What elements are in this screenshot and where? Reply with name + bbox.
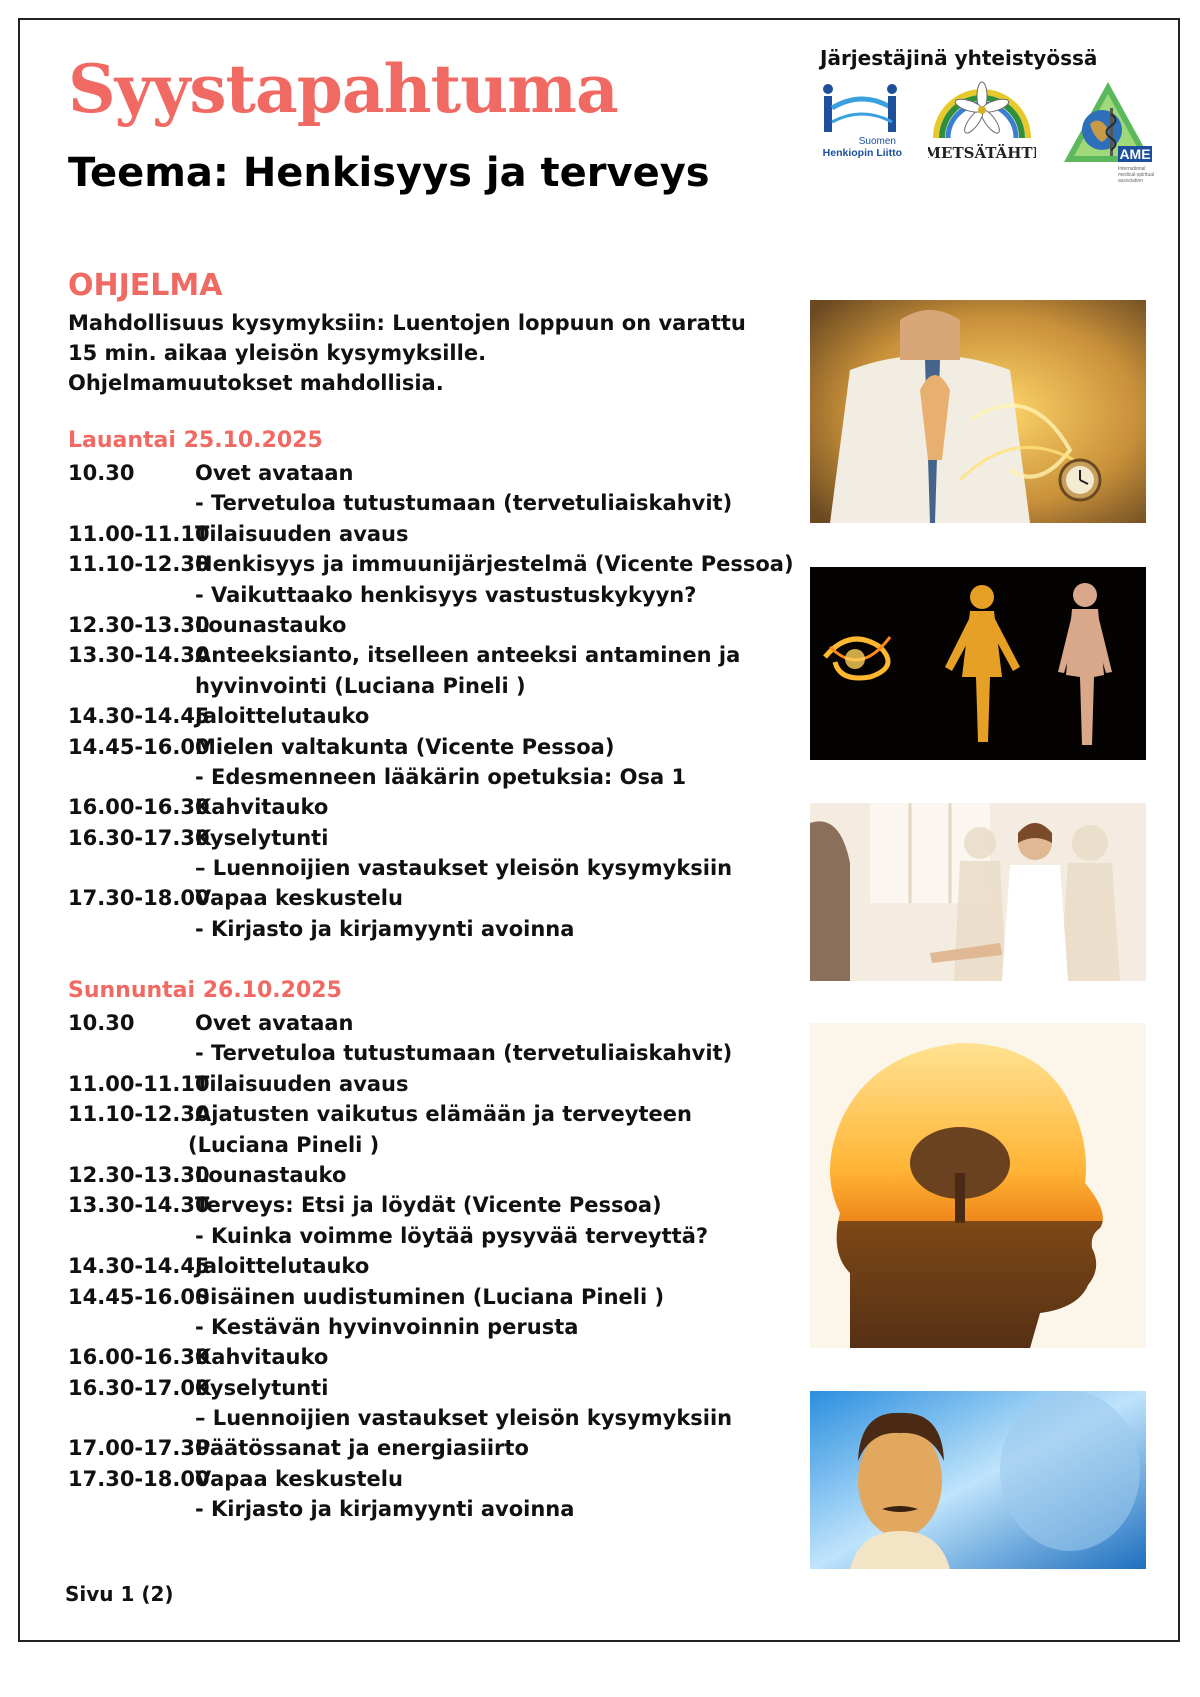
- schedule-description: (Luciana Pineli ): [188, 1132, 380, 1157]
- theme-heading: Teema: Henkisyys ja terveys: [68, 150, 710, 196]
- schedule-description: Vapaa keskustelu: [195, 886, 403, 911]
- doctor-praying-golden-light-image: [810, 300, 1146, 523]
- schedule-description: Ovet avataan: [195, 461, 354, 485]
- schedule-description: Henkisyys ja immuunijärjestelmä (Vicente Pessoa): [195, 552, 794, 577]
- henkiopin-liitto-logo: [818, 82, 904, 158]
- schedule-description: Päätössanat ja energiasiirto: [195, 1436, 529, 1461]
- schedule-time: 10.30: [68, 461, 135, 485]
- schedule-time: 11.10-12.30: [68, 552, 210, 577]
- schedule-description: – Luennoijien vastaukset yleisön kysymyksiin: [195, 856, 733, 881]
- note-line: 15 min. aikaa yleisön kysymyksille.: [68, 341, 487, 365]
- head-silhouette-sunset-tree-image: [810, 1023, 1146, 1348]
- schedule-description: Vapaa keskustelu: [195, 1466, 403, 1491]
- svg-text:Henkiopin Liitto: Henkiopin Liitto: [822, 147, 902, 158]
- schedule-time: 13.30-14.30: [68, 1193, 210, 1218]
- schedule-time: 11.00-11.10: [68, 1071, 210, 1096]
- schedule-time: 14.45-16.00: [68, 734, 210, 759]
- schedule-time: 17.30-18.00: [68, 1466, 210, 1491]
- schedule-time: 14.45-16.00: [68, 1284, 210, 1309]
- schedule-description: - Kirjasto ja kirjamyynti avoinna: [195, 1497, 575, 1522]
- schedule-time: 16.30-17.00: [68, 1375, 210, 1400]
- schedule-time: 10.30: [68, 1011, 135, 1035]
- schedule-description: - Kuinka voimme löytää pysyvää terveyttä?: [195, 1223, 709, 1248]
- doctor-handshake-spirits-image: [810, 803, 1146, 981]
- schedule-description: Tilaisuuden avaus: [195, 1071, 409, 1096]
- program-heading: OHJELMA: [68, 268, 223, 303]
- schedule-description: - Tervetuloa tutustumaan (tervetuliaiskahvit): [195, 491, 733, 516]
- schedule-description: Tilaisuuden avaus: [195, 521, 409, 546]
- schedule-time: 16.00-16.30: [68, 1345, 210, 1370]
- svg-text:International: International: [1118, 166, 1146, 172]
- schedule-description: Kahvitauko: [195, 1345, 329, 1370]
- schedule-description: - Edesmenneen lääkärin opetuksia: Osa 1: [195, 764, 687, 789]
- schedule-description: Ovet avataan: [195, 1011, 354, 1035]
- page-number: Sivu 1 (2): [65, 1582, 174, 1606]
- day-heading-saturday: Lauantai 25.10.2025: [68, 428, 323, 453]
- schedule-description: Mielen valtakunta (Vicente Pessoa): [195, 734, 615, 759]
- schedule-description: Sisäinen uudistuminen (Luciana Pineli ): [195, 1284, 665, 1309]
- svg-text:association: association: [1118, 178, 1144, 184]
- schedule-description: - Kirjasto ja kirjamyynti avoinna: [195, 916, 575, 941]
- schedule-description: Kyselytunti: [195, 825, 329, 850]
- schedule-time: 11.00-11.10: [68, 521, 210, 546]
- note-line: Mahdollisuus kysymyksiin: Luentojen loppuun on varattu: [68, 311, 746, 335]
- schedule-description: Anteeksianto, itselleen anteeksi antaminen ja: [195, 643, 741, 668]
- schedule-description: Terveys: Etsi ja löydät (Vicente Pessoa): [195, 1193, 662, 1218]
- day-heading-sunday: Sunnuntai 26.10.2025: [68, 978, 342, 1003]
- energy-body-silhouettes-image: [810, 567, 1146, 760]
- metsatahti-logo: [928, 80, 1036, 162]
- schedule-time: 14.30-14.45: [68, 1254, 210, 1279]
- svg-text:medical-spiritual: medical-spiritual: [1118, 172, 1154, 178]
- schedule-description: Ajatusten vaikutus elämään ja terveyteen: [195, 1102, 692, 1127]
- schedule-description: Kahvitauko: [195, 795, 329, 820]
- schedule-description: - Tervetuloa tutustumaan (tervetuliaiskahvit): [195, 1041, 733, 1066]
- schedule-description: hyvinvointi (Luciana Pineli ): [195, 673, 526, 698]
- ame-logo: [1062, 80, 1154, 188]
- schedule-time: 13.30-14.30: [68, 643, 210, 668]
- schedule-time: 11.10-12.30: [68, 1102, 210, 1127]
- program-notes: [68, 308, 746, 398]
- schedule-time: 14.30-14.45: [68, 704, 210, 729]
- organizers-label: Järjestäjinä yhteistyössä: [820, 46, 1098, 70]
- schedule-description: Lounastauko: [195, 612, 347, 637]
- schedule-time: 12.30-13.30: [68, 612, 210, 637]
- schedule-time: 16.30-17.30: [68, 825, 210, 850]
- schedule-time: 17.30-18.00: [68, 886, 210, 911]
- schedule-description: Lounastauko: [195, 1162, 347, 1187]
- svg-text:AME: AME: [1119, 146, 1151, 162]
- schedule-description: Jaloittelutauko: [195, 1254, 370, 1279]
- schedule-time: 12.30-13.30: [68, 1162, 210, 1187]
- schedule-description: Jaloittelutauko: [195, 704, 370, 729]
- spiritual-doctor-portrait-image: [810, 1391, 1146, 1569]
- page-title: Syystapahtuma: [68, 50, 618, 128]
- schedule-description: Kyselytunti: [195, 1375, 329, 1400]
- svg-text:METSÄTÄHTI: METSÄTÄHTI: [928, 144, 1036, 162]
- schedule-description: - Kestävän hyvinvoinnin perusta: [195, 1314, 579, 1339]
- schedule-time: 17.00-17.30: [68, 1436, 210, 1461]
- schedule-description: - Vaikuttaako henkisyys vastustuskykyyn?: [195, 582, 697, 607]
- schedule-time: 16.00-16.30: [68, 795, 210, 820]
- schedule-description: – Luennoijien vastaukset yleisön kysymyksiin: [195, 1406, 733, 1431]
- note-line: Ohjelmamuutokset mahdollisia.: [68, 371, 444, 395]
- svg-text:Suomen: Suomen: [858, 136, 896, 147]
